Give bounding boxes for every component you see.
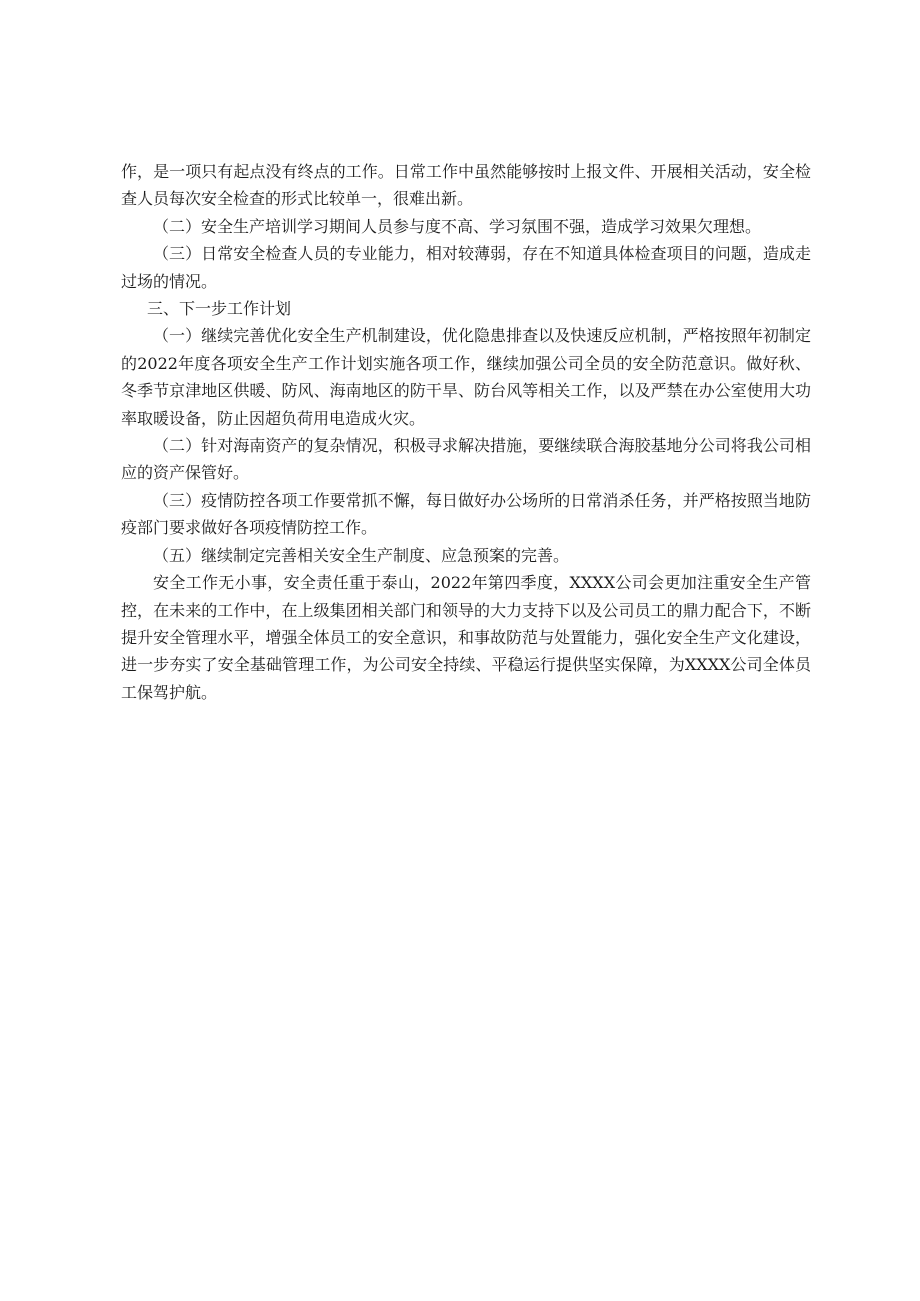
paragraph-plan-2: （二）针对海南资产的复杂情况，积极寻求解决措施，要继续联合海胶基地分公司将我公司相应的资产保管好。 bbox=[121, 436, 811, 483]
paragraph-continuation: 作，是一项只有起点没有终点的工作。日常工作中虽然能够按时上报文件、开展相关活动，安全检查人员每次安全检查的形式比较单一，很难出新。 bbox=[121, 162, 811, 209]
paragraph-issue-3: （三）日常安全检查人员的专业能力，相对较薄弱，存在不知道具体检查项目的问题，造成走过场的情况。 bbox=[121, 244, 811, 291]
document-page bbox=[121, 158, 811, 706]
paragraph-plan-1: （一）继续完善优化安全生产机制建设，优化隐患排查以及快速反应机制，严格按照年初制定的2022年度各项安全生产工作计划实施各项工作，继续加强公司全员的安全防范意识。做好秋、冬季节京津地区供暖、防风、海南地区的防干旱、防台风等相关工作，以及严禁在办公室使用大功率取暖设备，防止因超负荷用电造成火灾。 bbox=[121, 326, 811, 428]
paragraph-conclusion: 安全工作无小事，安全责任重于泰山，2022年第四季度，XXXX公司会更加注重安全生产管控，在未来的工作中，在上级集团相关部门和领导的大力支持下以及公司员工的鼎力配合下，不断提升安全管理水平，增强全体员工的安全意识，和事故防范与处置能力，强化安全生产文化建设，进一步夯实了安全基础管理工作，为公司安全持续、平稳运行提供坚实保障，为XXXX公司全体员工保驾护航。 bbox=[121, 573, 811, 702]
paragraph-plan-5: （五）继续制定完善相关安全生产制度、应急预案的完善。 bbox=[153, 545, 570, 565]
paragraph-issue-2: （二）安全生产培训学习期间人员参与度不高、学习氛围不强，造成学习效果欠理想。 bbox=[153, 216, 762, 236]
section-heading-next-steps: 三、下一步工作计划 bbox=[147, 299, 292, 319]
paragraph-plan-3: （三）疫情防控各项工作要常抓不懈，每日做好办公场所的日常消杀任务，并严格按照当地防疫部门要求做好各项疫情防控工作。 bbox=[121, 490, 811, 538]
